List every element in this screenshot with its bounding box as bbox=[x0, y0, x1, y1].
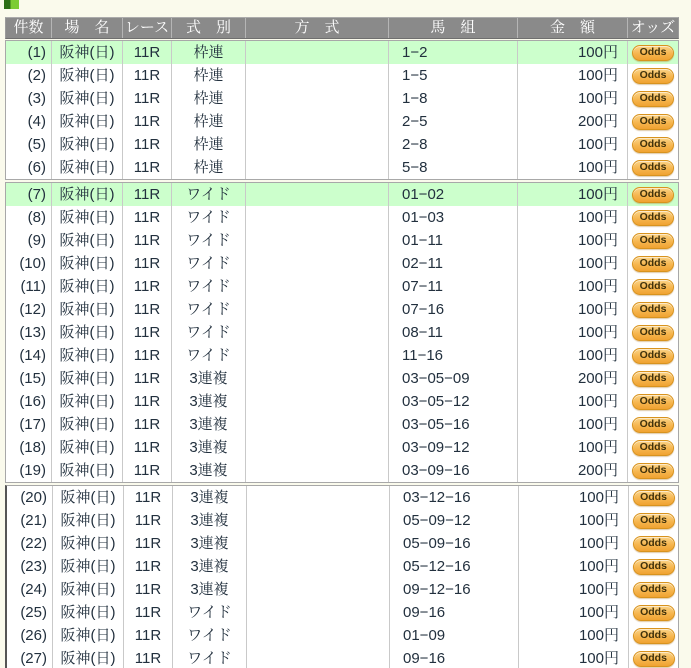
bet-venue: 阪神(日) bbox=[52, 252, 123, 275]
bet-combination: 02−11 bbox=[389, 252, 518, 275]
bet-race: 11R bbox=[124, 578, 173, 601]
odds-button[interactable]: Odds bbox=[632, 325, 674, 341]
header-cell-odds: オッズ bbox=[630, 19, 676, 36]
odds-button[interactable]: Odds bbox=[632, 68, 674, 84]
bet-race: 11R bbox=[123, 87, 172, 110]
bet-count: (22) bbox=[7, 532, 53, 555]
odds-button[interactable]: Odds bbox=[632, 137, 674, 153]
bet-combination: 01−09 bbox=[390, 624, 519, 647]
bet-odds-cell bbox=[629, 532, 678, 555]
bet-amount: 100円 bbox=[519, 509, 629, 532]
bet-odds-cell bbox=[629, 578, 678, 601]
odds-button[interactable]: Odds bbox=[632, 394, 674, 410]
bet-type: 枠連 bbox=[172, 87, 246, 110]
bet-venue: 阪神(日) bbox=[53, 532, 124, 555]
bet-odds-cell bbox=[628, 459, 678, 482]
bet-race: 11R bbox=[123, 133, 172, 156]
bet-method bbox=[247, 486, 390, 509]
bet-count: (3) bbox=[6, 87, 52, 110]
bet-group-1 bbox=[5, 40, 679, 180]
bet-combination: 03−12−16 bbox=[390, 486, 519, 509]
bet-combination: 03−09−16 bbox=[389, 459, 518, 482]
bet-method bbox=[246, 275, 389, 298]
bet-type: ワイド bbox=[172, 275, 246, 298]
bet-count: (27) bbox=[7, 647, 53, 668]
bet-count: (5) bbox=[6, 133, 52, 156]
bet-count: (19) bbox=[6, 459, 52, 482]
bet-type: 3連複 bbox=[173, 486, 247, 509]
bet-method bbox=[246, 183, 389, 206]
bet-venue: 阪神(日) bbox=[52, 156, 123, 179]
bet-method bbox=[247, 509, 390, 532]
bet-odds-cell bbox=[628, 367, 678, 390]
bet-amount: 100円 bbox=[518, 156, 628, 179]
bet-race: 11R bbox=[124, 601, 173, 624]
bet-venue: 阪神(日) bbox=[52, 64, 123, 87]
header-cell-venue: 場 名 bbox=[52, 18, 123, 38]
bet-amount: 200円 bbox=[518, 459, 628, 482]
bet-venue: 阪神(日) bbox=[52, 459, 123, 482]
odds-button[interactable]: Odds bbox=[632, 463, 674, 479]
bet-race: 11R bbox=[123, 298, 172, 321]
bet-combination: 1−5 bbox=[389, 64, 518, 87]
bet-type: ワイド bbox=[173, 601, 247, 624]
bet-race: 11R bbox=[123, 156, 172, 179]
bet-odds-cell bbox=[628, 206, 678, 229]
bet-amount: 100円 bbox=[518, 206, 628, 229]
bet-row bbox=[6, 64, 678, 87]
bet-type: 枠連 bbox=[172, 133, 246, 156]
bet-type: 3連複 bbox=[173, 509, 247, 532]
bet-row bbox=[7, 509, 678, 532]
bet-row bbox=[7, 647, 678, 668]
bet-odds-cell bbox=[628, 436, 678, 459]
odds-button[interactable]: Odds bbox=[633, 536, 675, 552]
bet-row bbox=[7, 578, 678, 601]
bet-type: ワイド bbox=[172, 321, 246, 344]
bet-race: 11R bbox=[123, 275, 172, 298]
bet-venue: 阪神(日) bbox=[53, 647, 124, 668]
bet-combination: 07−16 bbox=[389, 298, 518, 321]
bet-row bbox=[6, 275, 678, 298]
bet-type: 3連複 bbox=[172, 367, 246, 390]
bet-combination: 01−03 bbox=[389, 206, 518, 229]
bet-row bbox=[6, 413, 678, 436]
bet-amount: 100円 bbox=[519, 624, 629, 647]
bet-count: (1) bbox=[6, 41, 52, 64]
bet-venue: 阪神(日) bbox=[53, 555, 124, 578]
bet-venue: 阪神(日) bbox=[53, 624, 124, 647]
bet-count: (11) bbox=[6, 275, 52, 298]
bet-method bbox=[246, 41, 389, 64]
bet-type: 枠連 bbox=[172, 156, 246, 179]
bet-amount: 100円 bbox=[519, 555, 629, 578]
odds-button[interactable]: Odds bbox=[632, 233, 674, 249]
bet-odds-cell bbox=[628, 41, 678, 64]
bet-amount: 100円 bbox=[518, 133, 628, 156]
odds-button[interactable]: Odds bbox=[632, 210, 674, 226]
bet-amount: 100円 bbox=[518, 41, 628, 64]
bet-amount: 100円 bbox=[518, 252, 628, 275]
bet-amount: 100円 bbox=[518, 229, 628, 252]
bet-venue: 阪神(日) bbox=[52, 41, 123, 64]
odds-button[interactable]: Odds bbox=[633, 582, 675, 598]
bet-race: 11R bbox=[123, 321, 172, 344]
bet-type: 3連複 bbox=[172, 413, 246, 436]
bet-count: (17) bbox=[6, 413, 52, 436]
bet-row bbox=[7, 624, 678, 647]
bet-method bbox=[247, 532, 390, 555]
bet-venue: 阪神(日) bbox=[52, 390, 123, 413]
bet-type: 3連複 bbox=[173, 578, 247, 601]
bet-venue: 阪神(日) bbox=[52, 344, 123, 367]
bet-race: 11R bbox=[124, 486, 173, 509]
bet-row bbox=[6, 252, 678, 275]
bet-method bbox=[247, 555, 390, 578]
header-cell-method: 方 式 bbox=[246, 18, 389, 38]
bet-odds-cell bbox=[629, 647, 678, 668]
bet-method bbox=[247, 647, 390, 668]
bet-method bbox=[246, 87, 389, 110]
bet-race: 11R bbox=[123, 41, 172, 64]
bet-method bbox=[246, 344, 389, 367]
bet-count: (15) bbox=[6, 367, 52, 390]
odds-button[interactable]: Odds bbox=[632, 256, 674, 272]
bet-race: 11R bbox=[124, 647, 173, 668]
bet-row bbox=[6, 436, 678, 459]
bet-combination: 03−05−09 bbox=[389, 367, 518, 390]
bet-count: (21) bbox=[7, 509, 53, 532]
bet-combination: 11−16 bbox=[389, 344, 518, 367]
bet-odds-cell bbox=[628, 275, 678, 298]
bet-amount: 100円 bbox=[518, 344, 628, 367]
bet-row bbox=[6, 87, 678, 110]
bet-count: (24) bbox=[7, 578, 53, 601]
bet-method bbox=[246, 413, 389, 436]
odds-button[interactable]: Odds bbox=[632, 279, 674, 295]
bet-odds-cell bbox=[629, 486, 678, 509]
bet-race: 11R bbox=[123, 390, 172, 413]
bet-odds-cell bbox=[628, 87, 678, 110]
bet-row bbox=[6, 206, 678, 229]
bet-amount: 100円 bbox=[518, 298, 628, 321]
bet-row bbox=[6, 390, 678, 413]
bet-race: 11R bbox=[124, 509, 173, 532]
header-cell-combination: 馬 組 bbox=[389, 18, 518, 38]
bet-amount: 100円 bbox=[519, 647, 629, 668]
bet-row bbox=[6, 344, 678, 367]
bet-row bbox=[7, 532, 678, 555]
bet-amount: 200円 bbox=[518, 367, 628, 390]
bet-method bbox=[246, 252, 389, 275]
bet-count: (13) bbox=[6, 321, 52, 344]
odds-button[interactable]: Odds bbox=[633, 605, 675, 621]
odds-button[interactable]: Odds bbox=[632, 187, 674, 203]
bet-venue: 阪神(日) bbox=[52, 275, 123, 298]
bet-amount: 100円 bbox=[518, 87, 628, 110]
bet-type: 枠連 bbox=[172, 41, 246, 64]
bet-row bbox=[6, 459, 678, 482]
bet-combination: 1−2 bbox=[389, 41, 518, 64]
bet-row bbox=[6, 156, 678, 179]
bet-count: (7) bbox=[6, 183, 52, 206]
bet-venue: 阪神(日) bbox=[52, 229, 123, 252]
bet-method bbox=[246, 229, 389, 252]
bet-group-2 bbox=[5, 182, 679, 483]
bet-combination: 2−5 bbox=[389, 110, 518, 133]
odds-button[interactable]: Odds bbox=[632, 45, 674, 61]
bet-amount: 100円 bbox=[519, 532, 629, 555]
bet-combination: 03−05−16 bbox=[389, 413, 518, 436]
bet-venue: 阪神(日) bbox=[52, 133, 123, 156]
bet-venue: 阪神(日) bbox=[52, 298, 123, 321]
bet-row bbox=[6, 183, 678, 206]
bet-odds-cell bbox=[628, 321, 678, 344]
odds-button[interactable]: Odds bbox=[633, 490, 675, 506]
bet-method bbox=[247, 601, 390, 624]
bet-type: ワイド bbox=[172, 298, 246, 321]
bet-combination: 01−11 bbox=[389, 229, 518, 252]
bet-venue: 阪神(日) bbox=[53, 578, 124, 601]
bet-odds-cell bbox=[628, 229, 678, 252]
bet-combination: 2−8 bbox=[389, 133, 518, 156]
bet-method bbox=[246, 298, 389, 321]
bet-odds-cell bbox=[628, 344, 678, 367]
bet-combination: 05−12−16 bbox=[390, 555, 519, 578]
bet-type: ワイド bbox=[173, 647, 247, 668]
bet-count: (14) bbox=[6, 344, 52, 367]
odds-button[interactable]: Odds bbox=[633, 559, 675, 575]
bet-count: (9) bbox=[6, 229, 52, 252]
bet-method bbox=[246, 321, 389, 344]
bet-type: 3連複 bbox=[172, 436, 246, 459]
bet-odds-cell bbox=[628, 64, 678, 87]
bet-type: ワイド bbox=[172, 344, 246, 367]
bet-race: 11R bbox=[123, 229, 172, 252]
bet-method bbox=[247, 624, 390, 647]
bet-row bbox=[7, 486, 678, 509]
bet-combination: 03−05−12 bbox=[389, 390, 518, 413]
bet-row bbox=[6, 229, 678, 252]
bet-type: ワイド bbox=[173, 624, 247, 647]
bet-type: ワイド bbox=[172, 183, 246, 206]
bet-combination: 01−02 bbox=[389, 183, 518, 206]
bet-group-3 bbox=[5, 485, 679, 668]
bet-method bbox=[247, 578, 390, 601]
bet-odds-cell bbox=[628, 390, 678, 413]
bet-method bbox=[246, 367, 389, 390]
bet-combination: 08−11 bbox=[389, 321, 518, 344]
bet-table-header bbox=[5, 17, 679, 39]
bet-method bbox=[246, 459, 389, 482]
bet-venue: 阪神(日) bbox=[52, 206, 123, 229]
bet-venue: 阪神(日) bbox=[52, 87, 123, 110]
bet-count: (4) bbox=[6, 110, 52, 133]
bet-combination: 09−16 bbox=[390, 601, 519, 624]
bet-row bbox=[7, 555, 678, 578]
bet-method bbox=[246, 390, 389, 413]
bet-method bbox=[246, 133, 389, 156]
bet-combination: 03−09−12 bbox=[389, 436, 518, 459]
bet-count: (6) bbox=[6, 156, 52, 179]
bet-count: (23) bbox=[7, 555, 53, 578]
bet-venue: 阪神(日) bbox=[52, 413, 123, 436]
bet-race: 11R bbox=[123, 367, 172, 390]
bet-amount: 100円 bbox=[518, 183, 628, 206]
bet-race: 11R bbox=[123, 252, 172, 275]
bet-combination: 05−09−16 bbox=[390, 532, 519, 555]
bet-venue: 阪神(日) bbox=[53, 486, 124, 509]
bet-venue: 阪神(日) bbox=[53, 509, 124, 532]
bet-count: (20) bbox=[7, 486, 53, 509]
bet-odds-cell bbox=[628, 110, 678, 133]
odds-button[interactable]: Odds bbox=[632, 371, 674, 387]
odds-button[interactable]: Odds bbox=[632, 417, 674, 433]
bet-odds-cell bbox=[628, 183, 678, 206]
odds-button[interactable]: Odds bbox=[633, 628, 675, 644]
bet-amount: 100円 bbox=[518, 275, 628, 298]
bet-row bbox=[6, 298, 678, 321]
bet-method bbox=[246, 110, 389, 133]
bet-method bbox=[246, 206, 389, 229]
bet-odds-cell bbox=[628, 156, 678, 179]
bet-method bbox=[246, 156, 389, 179]
bet-venue: 阪神(日) bbox=[52, 436, 123, 459]
bet-row bbox=[6, 110, 678, 133]
bet-odds-cell bbox=[628, 298, 678, 321]
bet-combination: 09−16 bbox=[390, 647, 519, 668]
bet-odds-cell bbox=[628, 133, 678, 156]
bet-odds-cell bbox=[629, 624, 678, 647]
bet-count: (18) bbox=[6, 436, 52, 459]
bet-count: (25) bbox=[7, 601, 53, 624]
bet-type: 枠連 bbox=[172, 64, 246, 87]
bet-race: 11R bbox=[124, 624, 173, 647]
bet-combination: 07−11 bbox=[389, 275, 518, 298]
odds-button[interactable]: Odds bbox=[632, 348, 674, 364]
bet-race: 11R bbox=[124, 532, 173, 555]
bet-race: 11R bbox=[123, 344, 172, 367]
bet-row bbox=[6, 41, 678, 64]
bet-count: (26) bbox=[7, 624, 53, 647]
bet-race: 11R bbox=[123, 436, 172, 459]
odds-button[interactable]: Odds bbox=[632, 440, 674, 456]
bet-type: 3連複 bbox=[172, 390, 246, 413]
bet-race: 11R bbox=[123, 64, 172, 87]
bet-method bbox=[246, 64, 389, 87]
bet-amount: 100円 bbox=[519, 578, 629, 601]
bet-combination: 05−09−12 bbox=[390, 509, 519, 532]
bet-odds-cell bbox=[628, 252, 678, 275]
bet-race: 11R bbox=[123, 206, 172, 229]
bet-combination: 5−8 bbox=[389, 156, 518, 179]
bet-odds-cell bbox=[628, 413, 678, 436]
bet-race: 11R bbox=[124, 555, 173, 578]
bet-amount: 200円 bbox=[518, 110, 628, 133]
odds-button[interactable]: Odds bbox=[633, 651, 675, 667]
bet-amount: 100円 bbox=[518, 436, 628, 459]
odds-button[interactable]: Odds bbox=[632, 91, 674, 107]
bet-count: (12) bbox=[6, 298, 52, 321]
bet-count: (2) bbox=[6, 64, 52, 87]
bet-odds-cell bbox=[629, 601, 678, 624]
bet-row bbox=[6, 367, 678, 390]
bet-type: 3連複 bbox=[173, 532, 247, 555]
bet-race: 11R bbox=[123, 110, 172, 133]
bet-type: 枠連 bbox=[172, 110, 246, 133]
bet-amount: 100円 bbox=[519, 601, 629, 624]
bet-combination: 1−8 bbox=[389, 87, 518, 110]
odds-button[interactable]: Odds bbox=[632, 302, 674, 318]
bet-race: 11R bbox=[123, 459, 172, 482]
bet-count: (10) bbox=[6, 252, 52, 275]
bet-type: ワイド bbox=[172, 206, 246, 229]
bet-type: 3連複 bbox=[172, 459, 246, 482]
odds-button[interactable]: Odds bbox=[632, 114, 674, 130]
green-marker-icon bbox=[4, 0, 19, 9]
bet-venue: 阪神(日) bbox=[52, 321, 123, 344]
bet-amount: 100円 bbox=[518, 413, 628, 436]
bet-amount: 100円 bbox=[518, 390, 628, 413]
odds-button[interactable]: Odds bbox=[633, 513, 675, 529]
bet-count: (16) bbox=[6, 390, 52, 413]
bet-row bbox=[6, 321, 678, 344]
bet-row bbox=[6, 133, 678, 156]
header-cell-count: 件数 bbox=[6, 18, 52, 38]
bet-count: (8) bbox=[6, 206, 52, 229]
bet-odds-cell bbox=[629, 555, 678, 578]
bet-method bbox=[246, 436, 389, 459]
bet-venue: 阪神(日) bbox=[52, 110, 123, 133]
bet-amount: 100円 bbox=[518, 64, 628, 87]
bet-venue: 阪神(日) bbox=[53, 601, 124, 624]
bet-type: 3連複 bbox=[173, 555, 247, 578]
bet-venue: 阪神(日) bbox=[52, 367, 123, 390]
header-cell-bet-type: 式 別 bbox=[172, 18, 246, 38]
bet-list bbox=[5, 17, 679, 668]
bet-venue: 阪神(日) bbox=[52, 183, 123, 206]
bet-row bbox=[7, 601, 678, 624]
odds-button[interactable]: Odds bbox=[632, 160, 674, 176]
bet-race: 11R bbox=[123, 413, 172, 436]
header-cell-race: レース bbox=[123, 18, 172, 38]
bet-amount: 100円 bbox=[518, 321, 628, 344]
bet-race: 11R bbox=[123, 183, 172, 206]
bet-table-groups bbox=[5, 40, 679, 668]
bet-combination: 09−12−16 bbox=[390, 578, 519, 601]
bet-type: ワイド bbox=[172, 252, 246, 275]
header-cell-amount: 金 額 bbox=[518, 18, 628, 38]
bet-type: ワイド bbox=[172, 229, 246, 252]
bet-odds-cell bbox=[629, 509, 678, 532]
bet-amount: 100円 bbox=[519, 486, 629, 509]
